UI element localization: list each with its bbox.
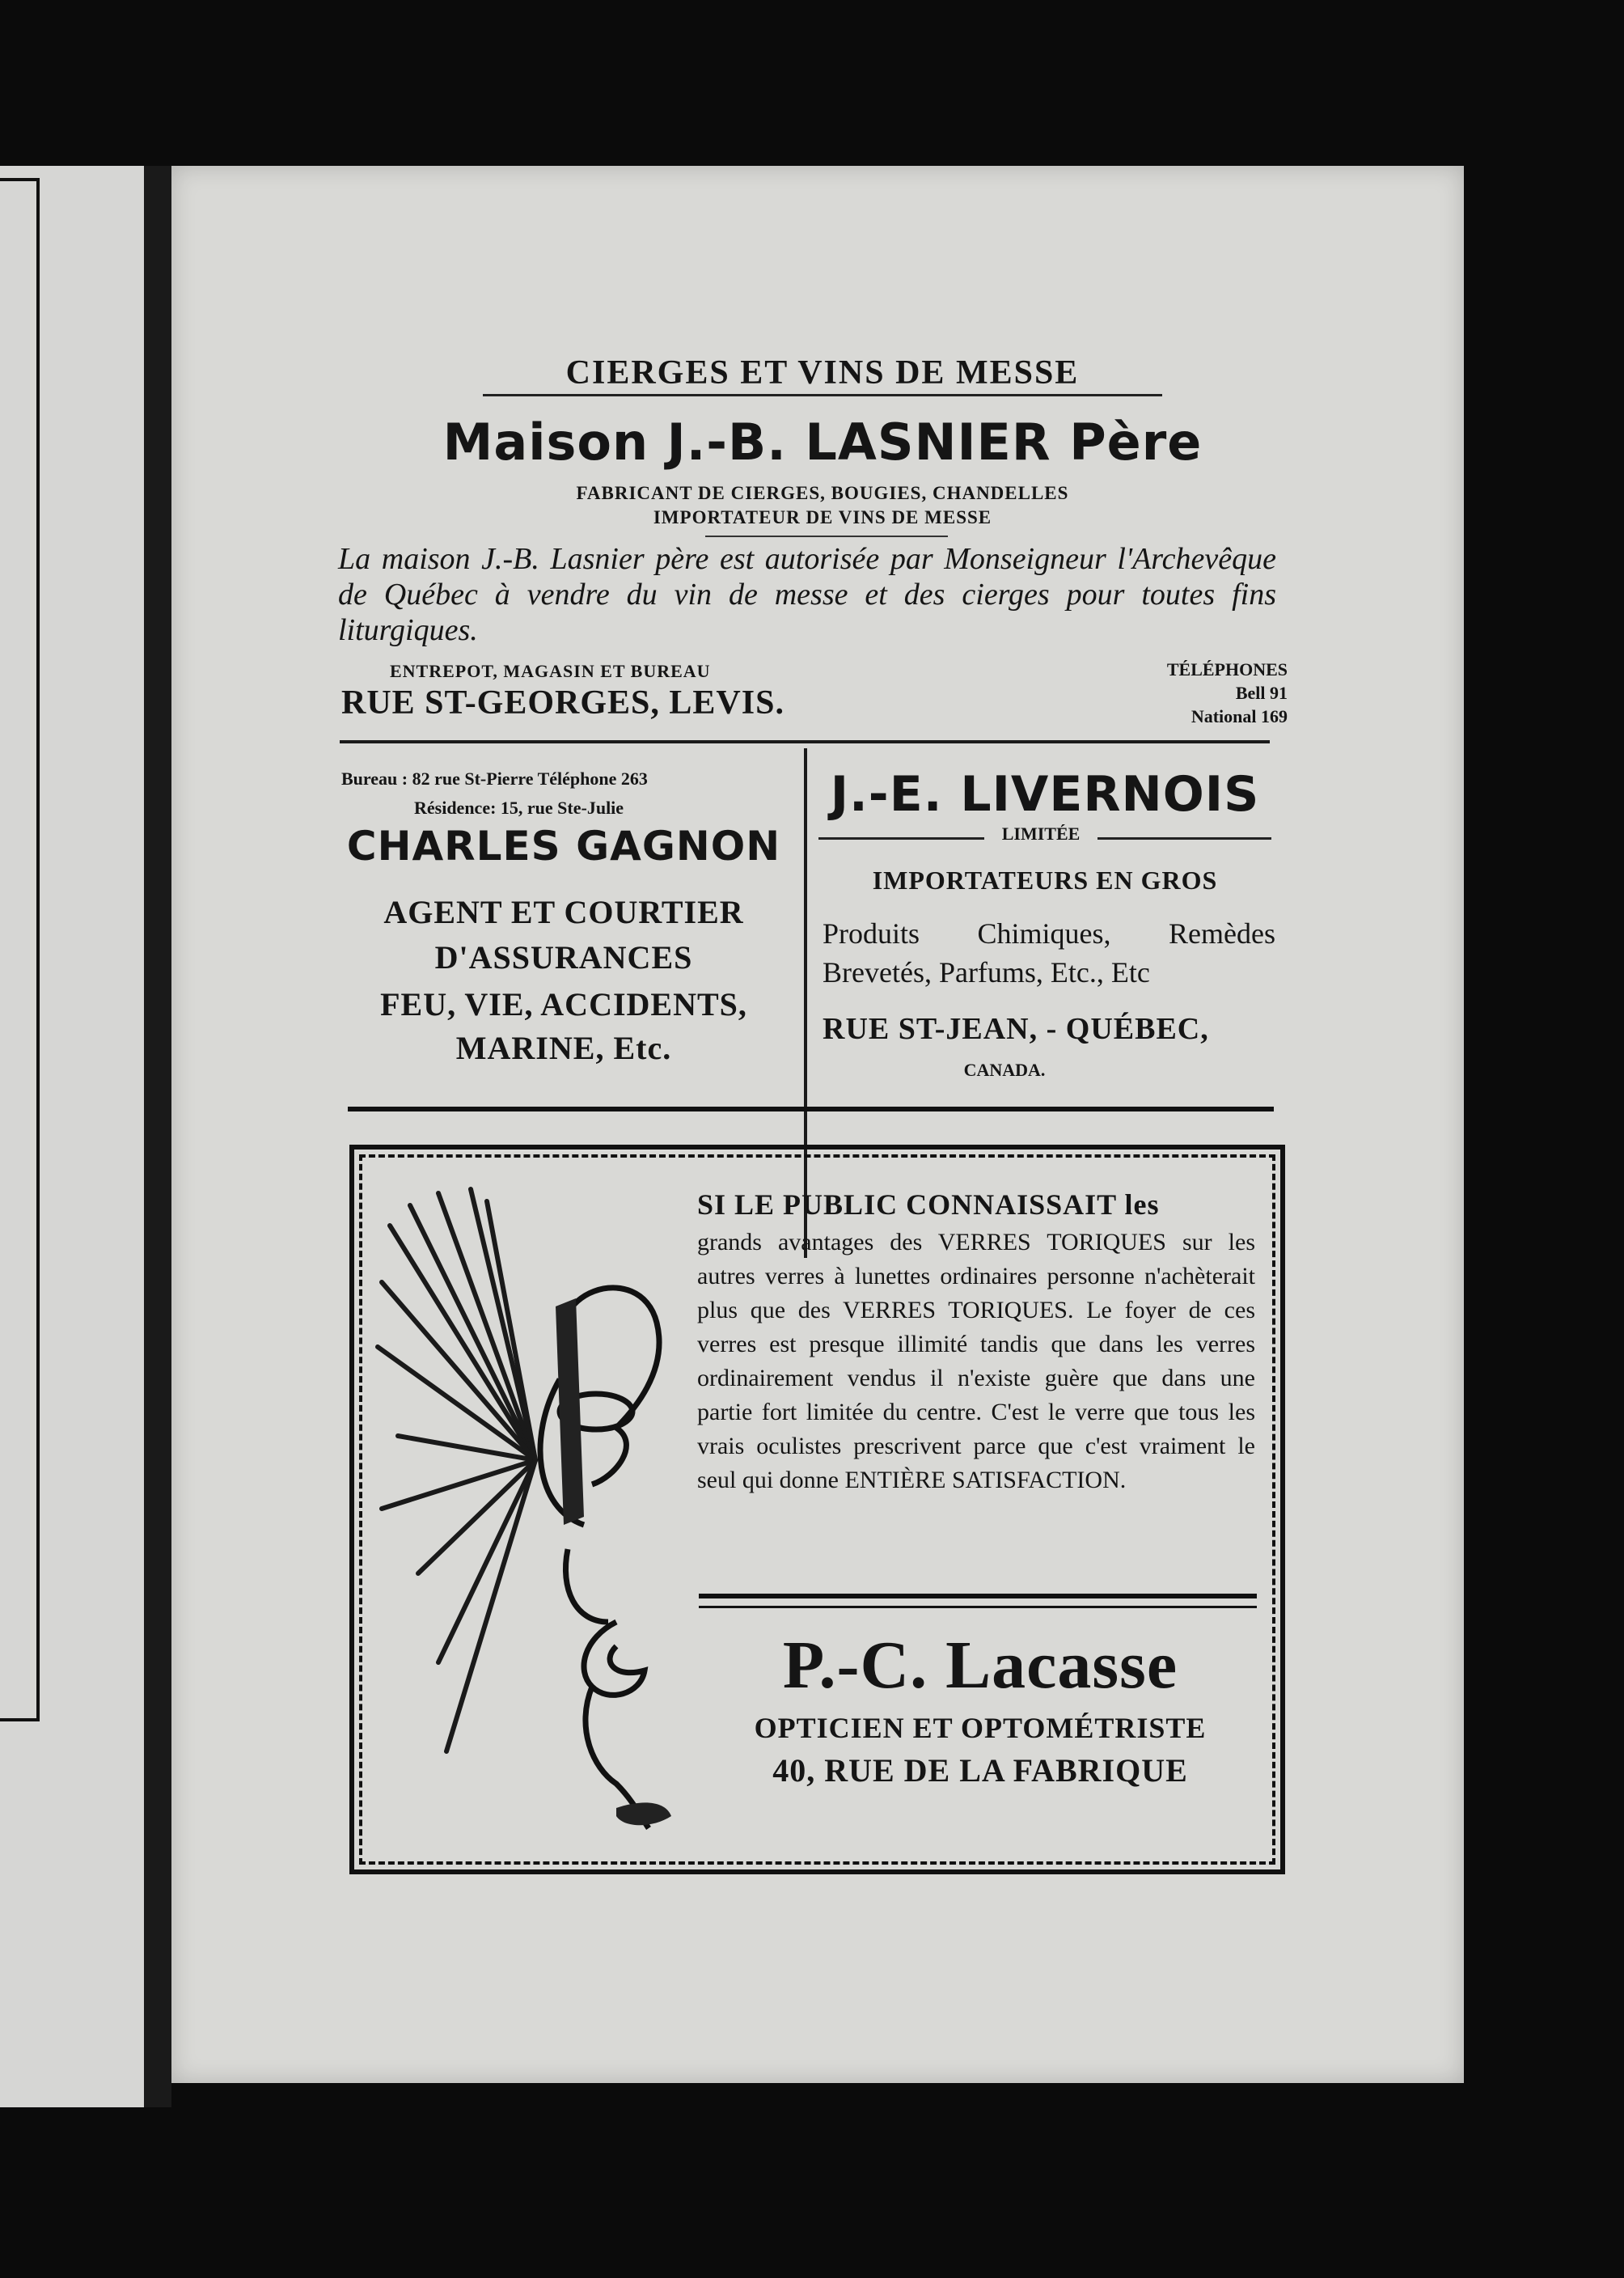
gagnon-residence: Résidence: 15, rue Ste-Julie <box>414 798 624 818</box>
livernois-limitee: LIMITÉE <box>984 824 1097 845</box>
tel-national: National 169 <box>1191 706 1288 726</box>
divider-middle <box>348 1107 1274 1111</box>
lacasse-rule-thin <box>699 1606 1257 1608</box>
lasnier-entrepot: ENTREPOT, MAGASIN ET BUREAU <box>390 661 711 681</box>
livernois-name: J.-E. LIVERNOIS <box>830 766 1260 823</box>
livernois-importateurs: IMPORTATEURS EN GROS <box>872 866 1218 895</box>
facing-page-frame <box>0 178 40 1721</box>
gagnon-role <box>341 890 786 980</box>
lasnier-subtitle <box>414 481 1231 530</box>
lasnier-subtitle-line2: IMPORTATEUR DE VINS DE MESSE <box>653 507 992 527</box>
livernois-country: CANADA. <box>963 1060 1046 1080</box>
face-with-light-rays-illustration <box>374 1169 673 1840</box>
gagnon-role-line2: D'ASSURANCES <box>434 939 693 976</box>
lacasse-name: P.-C. Lacasse <box>782 1628 1178 1703</box>
lasnier-address: RUE ST-GEORGES, LEVIS. <box>341 684 785 722</box>
gagnon-lines-line2: MARINE, Etc. <box>455 1030 672 1066</box>
page <box>171 166 1464 2083</box>
lacasse-lead: SI LE PUBLIC CONNAISSAIT les <box>697 1188 1160 1221</box>
gagnon-lines <box>341 983 786 1070</box>
tel-bell: Bell 91 <box>1235 683 1288 703</box>
gagnon-role-line1: AGENT ET COURTIER <box>383 894 744 930</box>
livernois-products: Produits Chimiques, Remèdes Brevetés, Parfums, Etc., Etc <box>823 917 1275 989</box>
page-gutter <box>144 166 171 2107</box>
gagnon-name: CHARLES GAGNON <box>346 823 781 870</box>
divider-top <box>340 740 1270 743</box>
gagnon-bureau: Bureau : 82 rue St-Pierre Téléphone 263 <box>341 769 648 789</box>
livernois-address: RUE ST-JEAN, - QUÉBEC, <box>823 1012 1209 1046</box>
lasnier-paragraph: La maison J.-B. Lasnier père est autorisée par Monseigneur l'Archevêque de Québec à vendre du vin de messe et des cierges pour toutes fins liturgiques. <box>338 542 1276 647</box>
lacasse-title: OPTICIEN ET OPTOMÉTRISTE <box>754 1712 1207 1744</box>
lasnier-subtitle-line1: FABRICANT DE CIERGES, BOUGIES, CHANDELLES <box>576 483 1069 503</box>
lasnier-name: Maison J.-B. LASNIER Père <box>442 413 1203 472</box>
lasnier-heading: CIERGES ET VINS DE MESSE <box>565 354 1080 392</box>
heading-rule <box>483 394 1162 396</box>
gagnon-lines-line1: FEU, VIE, ACCIDENTS, <box>380 986 747 1023</box>
lacasse-rule-thick <box>699 1594 1257 1598</box>
lacasse-address: 40, RUE DE LA FABRIQUE <box>772 1752 1188 1789</box>
subtitle-rule <box>705 536 948 537</box>
lasnier-telephones <box>1045 658 1288 728</box>
lacasse-body: grands avantages des VERRES TORIQUES sur les autres verres à lunettes ordinaires personne n'achèterait plus que des VERRES TORIQUES. Le foyer de ces verres est presque illimité tandis que dans les verres ordinairement vendus il n'existe guère que dans une partie fort limitée du centre. C'est le verre que tous les vrais oculistes prescrivent parce que c'est vraiment le seul qui donne ENTIÈRE SATISFACTION. <box>697 1229 1255 1493</box>
tel-title: TÉLÉPHONES <box>1166 659 1288 680</box>
